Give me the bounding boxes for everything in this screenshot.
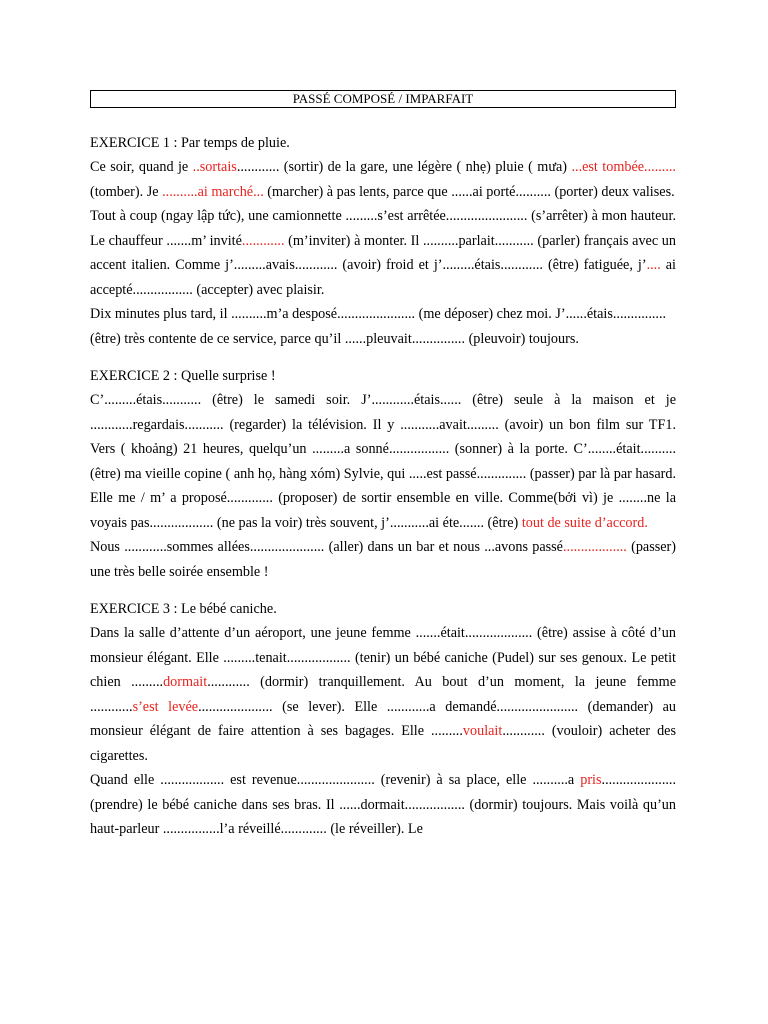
paragraph-text: ............ (dormir) tranquillement. Au bout d’un moment, la jeune femme ............	[90, 674, 676, 715]
page-title: PASSÉ COMPOSÉ / IMPARFAIT	[90, 90, 676, 108]
red-answer-text: ....	[646, 257, 661, 273]
red-answer-text: ..........ai marché...	[162, 183, 264, 200]
paragraph-text: Nous ............sommes allées..................... (aller) dans un bar et nous ...avons passé	[90, 539, 563, 555]
exercise-1	[90, 132, 676, 351]
paragraph-text: Quand elle .................. est revenue...................... (revenir) à sa place, elle ..........a	[90, 772, 581, 788]
paragraph-text: (m’inviter) à monter. Il ..........parlait........... (parler) français avec un accent italien. Comme j’.........avais............ (avoir) froid et j’.........étais............ (être) fatiguée, j’	[90, 232, 676, 273]
exercise-paragraph	[90, 327, 676, 352]
exercise-paragraph	[90, 302, 676, 327]
exercise-paragraph	[90, 768, 676, 842]
exercise-title: EXERCICE 1 : Par temps de pluie.	[90, 135, 290, 151]
paragraph-text: Tout à coup (ngay lập tức), une camionnette .........s’est arrêtée....................... (s’arrêter) à mon hauteur. Le chauffeur .......m’ invité	[90, 208, 676, 249]
red-answer-text: ..sortais	[192, 159, 237, 175]
red-answer-text: tout de suite d’accord.	[521, 514, 648, 531]
paragraph-text: ..................... (prendre) le bébé caniche dans ses bras. Il ......dormait................. (dormir) toujours. Mais voilà qu’un haut-parleur ................l’a réveillé............. (le réveiller). Le	[90, 772, 676, 837]
paragraph-text: (être) très contente de ce service, parce qu’il ......pleuvait............... (pleuvoir) toujours.	[90, 330, 579, 347]
red-answer-text: pris	[580, 772, 602, 788]
paragraph-text: (marcher) à pas lents, parce que ......ai porté.......... (porter) deux valises.	[263, 183, 675, 200]
exercise-list	[90, 132, 676, 842]
paragraph-text: ai accepté................. (accepter) avec plaisir.	[90, 257, 676, 298]
red-answer-text: ..................	[562, 539, 627, 555]
exercise-paragraph	[90, 621, 676, 768]
paragraph-text: Dans la salle d’attente d’un aéroport, une jeune femme .......était................... (être) assise à côté d’un monsieur élégant. Elle .........tenait.................. (tenir) un bébé caniche (Pudel) sur ses genoux. Le petit chien .........	[90, 625, 676, 690]
paragraph-text: ..................... (se lever). Elle ............a demandé....................... (demander) au monsieur élégant de faire attention à ses bagages. Elle .........	[90, 698, 677, 739]
exercise-3	[90, 598, 676, 842]
paragraph-text: Ce soir, quand je	[90, 159, 193, 175]
paragraph-text: ............ (sortir) de la gare, une légère ( nhẹ) pluie ( mưa)	[236, 159, 572, 175]
paragraph-text: C’.........étais........... (être) le samedi soir. J’............étais...... (être) seule à la maison et je ............regardais........... (regarder) la télévision. Il y ...........avait......... (avoir) un bon film sur TF1. Vers ( khoảng) 21 heures, quelqu’un .........a sonné................. (sonner) à la porte. C’........était.......... (être) ma vieille copine ( anh họ, hàng xóm) Sylvie, qui .....est passé.............. (passer) par là par hasard. Elle me / m’ a proposé............. (proposer) de sortir ensemble en ville. Comme(bởi vì) je ........ne la voyais pas.................. (ne pas la voir) très souvent, j’...........ai éte....... (être)	[90, 392, 676, 531]
paragraph-text: ............ (vouloir) acheter des cigarettes.	[90, 723, 676, 764]
red-answer-text: voulait	[462, 723, 503, 739]
exercise-paragraph	[90, 155, 676, 204]
red-answer-text: ...est tombée.........	[571, 159, 676, 175]
exercise-title: EXERCICE 3 : Le bébé caniche.	[90, 601, 277, 617]
paragraph-text: Dix minutes plus tard, il ..........m’a desposé...................... (me déposer) chez moi. J’......étais...............	[90, 306, 667, 322]
paragraph-text: (tomber). Je	[90, 183, 163, 200]
paragraph-text: (passer) une très belle soirée ensemble !	[90, 539, 677, 580]
red-answer-text: ............	[241, 232, 285, 249]
red-answer-text: dormait	[163, 674, 208, 690]
exercise-paragraph	[90, 388, 676, 535]
exercise-2	[90, 365, 676, 584]
exercise-title: EXERCICE 2 : Quelle surprise !	[90, 368, 276, 384]
red-answer-text: s’est levée	[132, 698, 199, 715]
exercise-paragraph	[90, 204, 676, 302]
exercise-paragraph	[90, 535, 676, 584]
